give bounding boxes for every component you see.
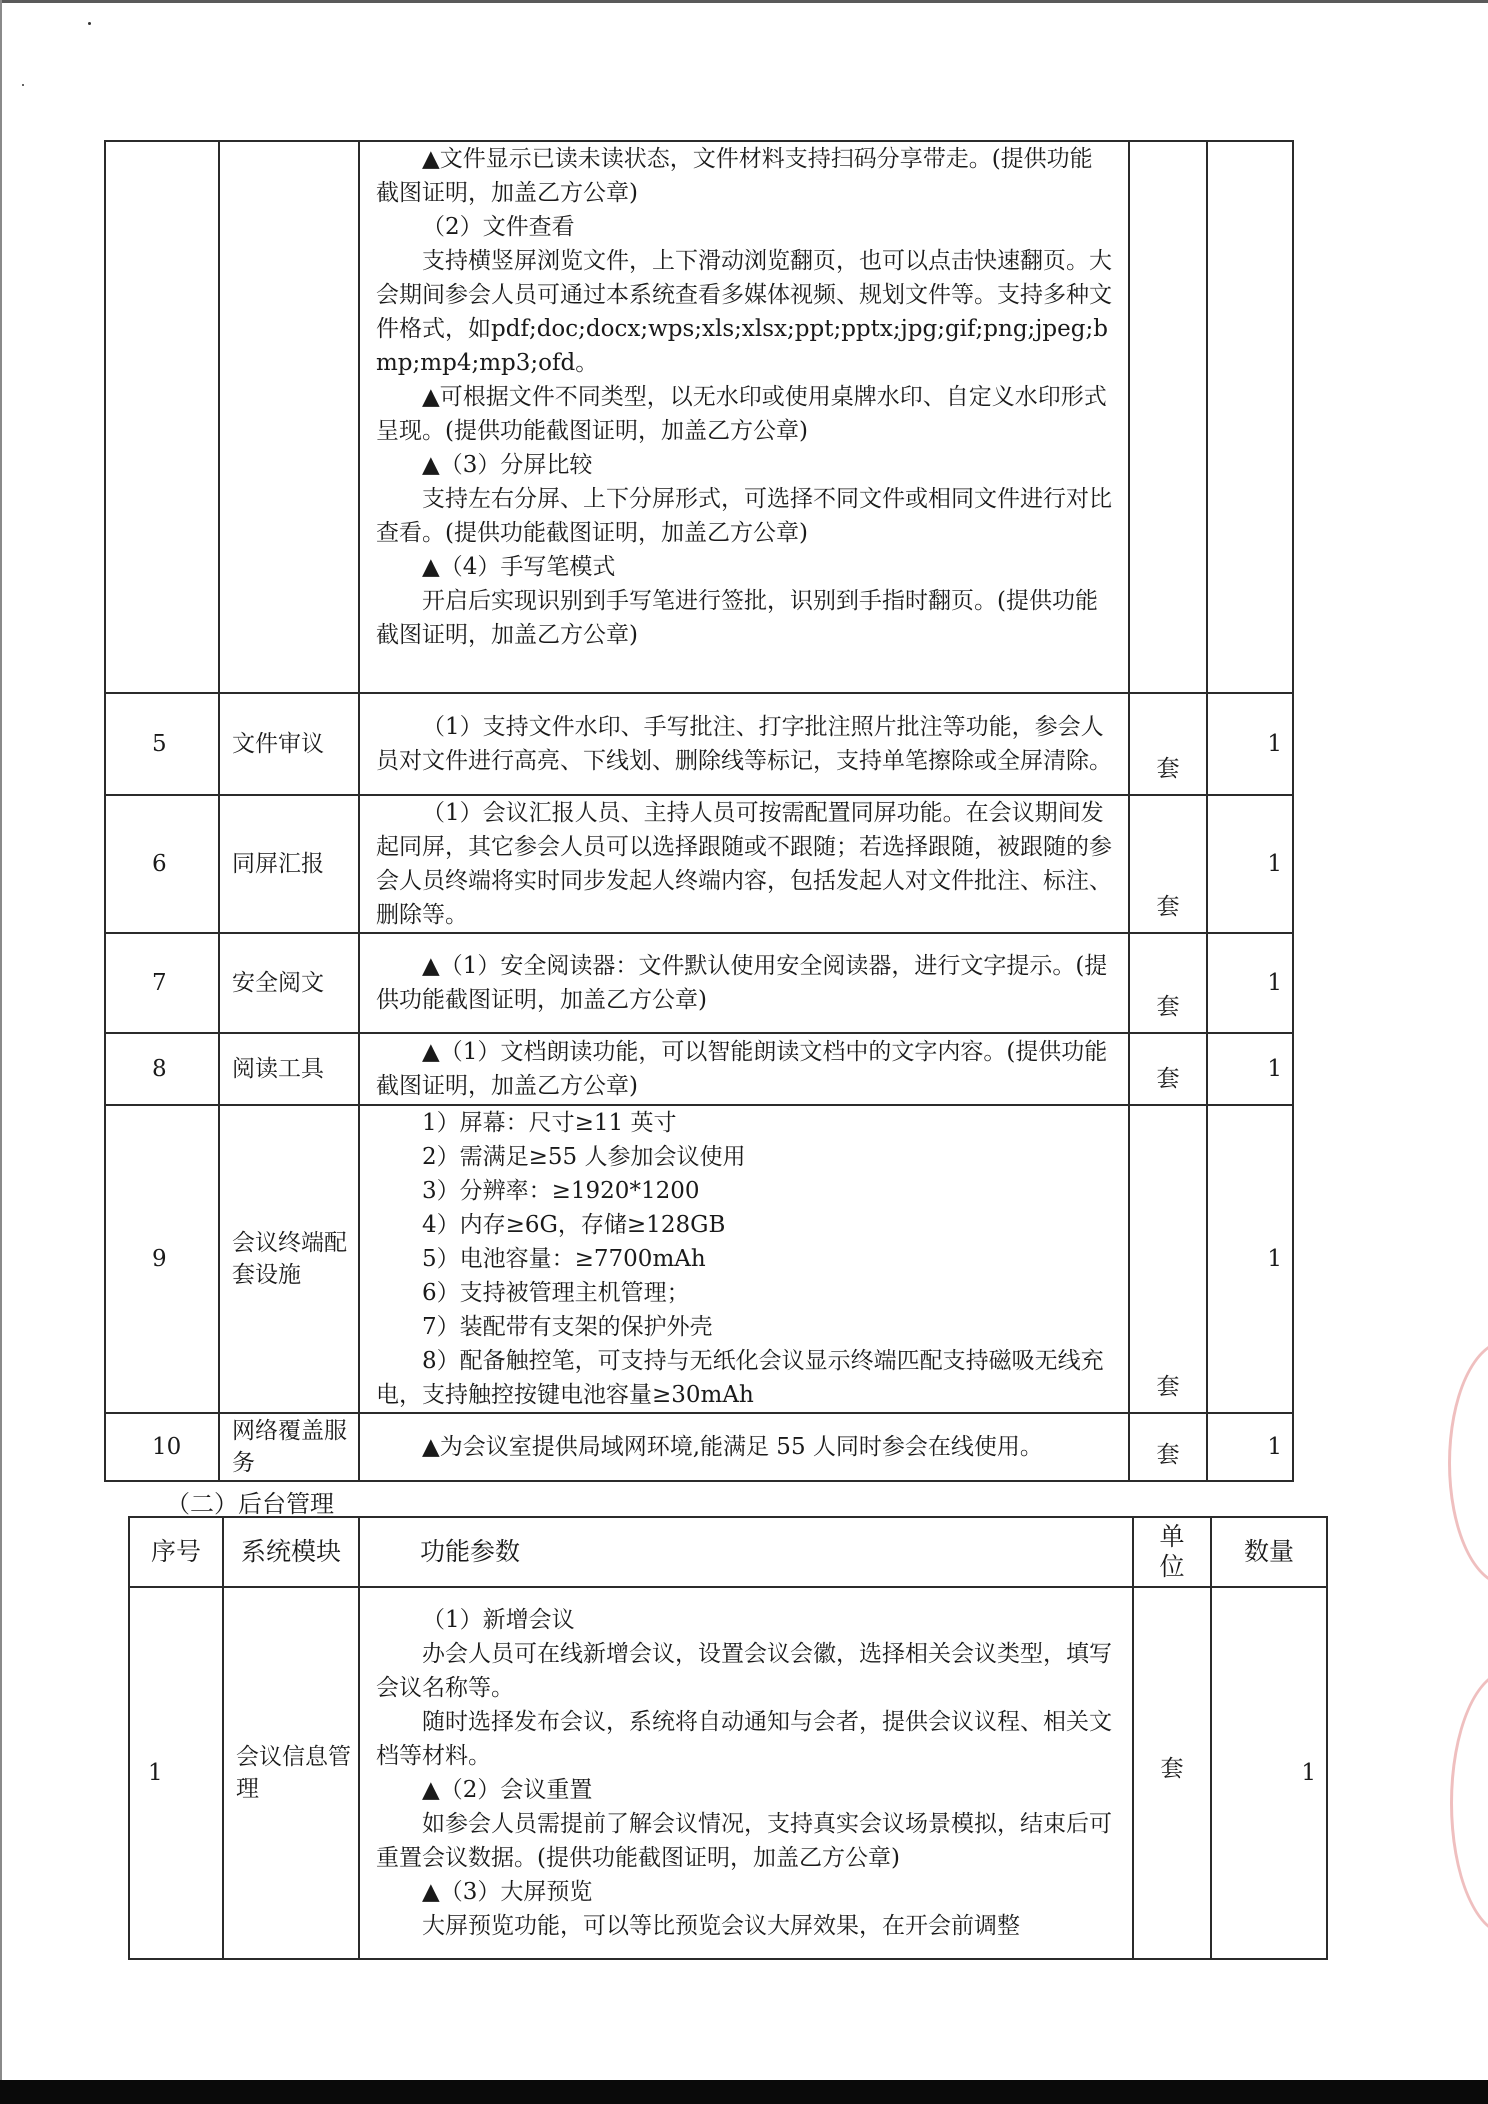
param-line: （2）文件查看 <box>422 214 575 240</box>
param-line: 随时选择发布会议，系统将自动通知与会者，提供会议议程、相关文档等材料。 <box>376 1709 1112 1769</box>
spec-table-backend <box>128 1516 1328 1960</box>
param-line: ▲可根据文件不同类型，以无水印或使用桌牌水印、自定义水印形式呈现。(提供功能截图证明，加盖乙方公章) <box>376 384 1107 444</box>
param-line: ▲（2）会议重置 <box>422 1777 593 1803</box>
table-header-row <box>129 1517 1327 1587</box>
table-row <box>105 1413 1293 1481</box>
quantity: 1 <box>1207 1413 1293 1481</box>
row-number: 10 <box>105 1413 219 1481</box>
header-qty: 数量 <box>1211 1517 1327 1587</box>
unit: 套 <box>1129 933 1207 1033</box>
table-row <box>105 933 1293 1033</box>
table-row <box>105 795 1293 933</box>
table-row <box>105 141 1293 693</box>
row-number <box>105 141 219 693</box>
param-line: 开启后实现识别到手写笔进行签批，识别到手指时翻页。(提供功能截图证明，加盖乙方公章) <box>376 588 1098 648</box>
function-params <box>359 1033 1129 1105</box>
param-line: ▲（1）文档朗读功能，可以智能朗读文档中的文字内容。(提供功能截图证明，加盖乙方公章) <box>376 1039 1108 1099</box>
function-params <box>359 1413 1129 1481</box>
unit: 套 <box>1129 693 1207 795</box>
param-line: 5）电池容量：≥7700mAh <box>422 1246 706 1272</box>
unit: 套 <box>1129 795 1207 933</box>
function-params <box>359 1587 1133 1959</box>
table-row <box>105 693 1293 795</box>
scan-speck <box>22 84 24 86</box>
param-line: 1）屏幕：尺寸≥11 英寸 <box>422 1110 677 1136</box>
param-line: 7）装配带有支架的保护外壳 <box>422 1314 713 1340</box>
quantity: 1 <box>1211 1587 1327 1959</box>
function-params <box>359 795 1129 933</box>
header-params: 功能参数 <box>359 1517 1133 1587</box>
param-line: 支持横竖屏浏览文件，上下滑动浏览翻页，也可以点击快速翻页。大会期间参会人员可通过本系统查看多媒体视频、规划文件等。支持多种文件格式，如pdf;doc;docx;wps;xls;xlsx;ppt;pptx;jpg;gif;png;jpeg;bmp;mp4;mp3;ofd。 <box>376 248 1112 376</box>
system-module: 会议终端配套设施 <box>219 1105 359 1413</box>
unit: 套 <box>1129 1033 1207 1105</box>
function-params <box>359 1105 1129 1413</box>
param-line: 2）需满足≥55 人参加会议使用 <box>422 1144 746 1170</box>
header-unit-label: 单位 <box>1159 1522 1185 1581</box>
param-line: 3）分辨率：≥1920*1200 <box>422 1178 700 1204</box>
quantity <box>1207 141 1293 693</box>
param-line: 6）支持被管理主机管理； <box>422 1280 690 1306</box>
quantity: 1 <box>1207 1105 1293 1413</box>
param-line: 办会人员可在线新增会议，设置会议会徽，选择相关会议类型，填写会议名称等。 <box>376 1641 1112 1701</box>
system-module: 同屏汇报 <box>219 795 359 933</box>
unit <box>1129 141 1207 693</box>
quantity: 1 <box>1207 933 1293 1033</box>
param-line: ▲（4）手写笔模式 <box>422 554 616 580</box>
unit: 套 <box>1133 1587 1211 1959</box>
param-line: ▲为会议室提供局域网环境,能满足 55 人同时参会在线使用。 <box>422 1434 1043 1460</box>
table-row <box>129 1587 1327 1959</box>
system-module: 网络覆盖服务 <box>219 1413 359 1481</box>
system-module: 安全阅文 <box>219 933 359 1033</box>
param-line: 大屏预览功能，可以等比预览会议大屏效果，在开会前调整 <box>422 1913 1020 1939</box>
param-line: （1）会议汇报人员、主持人员可按需配置同屏功能。在会议期间发起同屏，其它参会人员可以选择跟随或不跟随；若选择跟随，被跟随的参会人员终端将实时同步发起人终端内容，包括发起人对文件批注、标注、删除等。 <box>376 800 1112 928</box>
header-unit <box>1133 1517 1211 1587</box>
unit: 套 <box>1129 1105 1207 1413</box>
row-number: 5 <box>105 693 219 795</box>
param-line: 4）内存≥6G，存储≥128GB <box>422 1212 726 1238</box>
param-line: ▲（3）大屏预览 <box>422 1879 593 1905</box>
param-line: （1）支持文件水印、手写批注、打字批注照片批注等功能，参会人员对文件进行高亮、下线划、删除线等标记，支持单笔擦除或全屏清除。 <box>376 714 1112 774</box>
param-line: （1）新增会议 <box>422 1607 575 1633</box>
row-number: 6 <box>105 795 219 933</box>
function-params <box>359 693 1129 795</box>
section-heading: （二）后台管理 <box>166 1490 334 1518</box>
table-row <box>105 1105 1293 1413</box>
row-number: 7 <box>105 933 219 1033</box>
system-module: 阅读工具 <box>219 1033 359 1105</box>
seal-impression <box>1450 1670 1488 1936</box>
function-params <box>359 141 1129 693</box>
system-module <box>219 141 359 693</box>
scan-bottom-edge <box>0 2080 1488 2104</box>
param-line: 支持左右分屏、上下分屏形式，可选择不同文件或相同文件进行对比查看。(提供功能截图证明，加盖乙方公章) <box>376 486 1112 546</box>
row-number: 1 <box>129 1587 223 1959</box>
system-module: 会议信息管理 <box>223 1587 359 1959</box>
param-line: ▲（1）安全阅读器：文件默认使用安全阅读器，进行文字提示。(提供功能截图证明，加盖乙方公章) <box>376 953 1108 1013</box>
param-line: ▲（3）分屏比较 <box>422 452 593 478</box>
param-line: 如参会人员需提前了解会议情况，支持真实会议场景模拟，结束后可重置会议数据。(提供功能截图证明，加盖乙方公章) <box>376 1811 1112 1871</box>
param-line: ▲文件显示已读未读状态，文件材料支持扫码分享带走。(提供功能截图证明，加盖乙方公章) <box>376 146 1093 206</box>
scan-speck <box>88 22 91 25</box>
quantity: 1 <box>1207 1033 1293 1105</box>
function-params <box>359 933 1129 1033</box>
row-number: 8 <box>105 1033 219 1105</box>
system-module: 文件审议 <box>219 693 359 795</box>
row-number: 9 <box>105 1105 219 1413</box>
quantity: 1 <box>1207 693 1293 795</box>
header-no: 序号 <box>129 1517 223 1587</box>
scan-edge-top <box>0 0 1488 3</box>
param-line: 8）配备触控笔，可支持与无纸化会议显示终端匹配支持磁吸无线充电，支持触控按键电池容量≥30mAh <box>376 1348 1104 1408</box>
header-module: 系统模块 <box>223 1517 359 1587</box>
spec-table-front-end <box>104 140 1294 1482</box>
seal-impression <box>1448 1340 1488 1586</box>
table-row <box>105 1033 1293 1105</box>
scan-edge-left <box>0 0 2 2104</box>
unit: 套 <box>1129 1413 1207 1481</box>
quantity: 1 <box>1207 795 1293 933</box>
